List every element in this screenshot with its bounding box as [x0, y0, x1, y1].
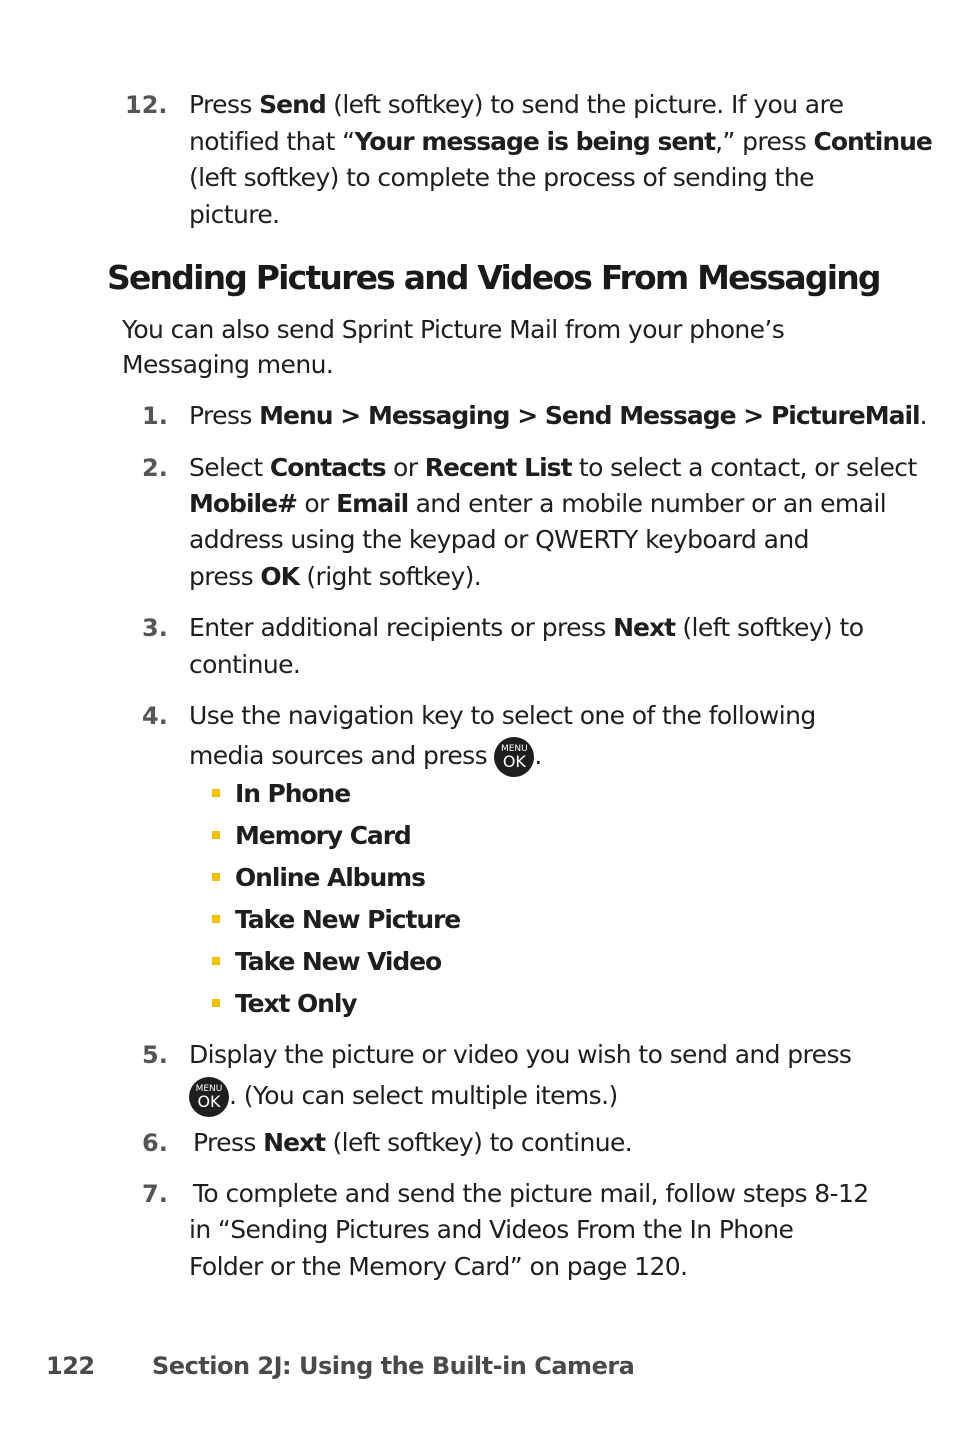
intro-text: Messaging menu.: [122, 350, 334, 379]
step-text: Use the navigation key to select one of the following: [189, 701, 816, 730]
step-number: 3.: [142, 614, 168, 642]
bold-term: Next: [263, 1128, 326, 1157]
menu-label: MENU: [195, 1084, 223, 1094]
text: (left softkey) to continue.: [325, 1128, 633, 1157]
step-number: 5.: [142, 1041, 168, 1069]
bold-term: Email: [336, 489, 409, 518]
bold-term: Next: [613, 613, 676, 642]
menu-label: MENU: [500, 744, 528, 754]
bold-term: Send: [259, 90, 326, 119]
text: press: [189, 562, 261, 591]
text: (left softkey) to: [675, 613, 864, 642]
text: notified that “: [189, 127, 355, 156]
step-number: 12.: [125, 91, 168, 119]
step-text: address using the keypad or QWERTY keyboard and: [189, 525, 809, 554]
step-number: 7.: [142, 1180, 168, 1208]
step-text: [189, 401, 927, 431]
ok-label: OK: [502, 752, 526, 771]
step-text: Display the picture or video you wish to send and press: [189, 1040, 852, 1069]
page-number: 122: [46, 1352, 95, 1380]
media-source-item: In Phone: [235, 779, 351, 808]
bullet-icon: [212, 957, 220, 965]
step-text: [189, 1077, 618, 1117]
text: Select: [189, 453, 270, 482]
step-text: [189, 613, 863, 643]
media-source-item: Take New Picture: [235, 905, 461, 934]
bullet-icon: [212, 789, 220, 797]
step-text: in “Sending Pictures and Videos From the In Phone: [189, 1215, 794, 1244]
menu-ok-key-icon: [494, 737, 534, 777]
step-number: 6.: [142, 1129, 168, 1157]
text: (left softkey) to send the picture. If you are: [325, 90, 844, 119]
ok-label: OK: [197, 1092, 221, 1111]
step-text: [189, 127, 932, 157]
section-heading: Sending Pictures and Videos From Messaging: [107, 258, 880, 297]
media-source-item: Online Albums: [235, 863, 425, 892]
step-text: [189, 489, 886, 519]
text: (right softkey).: [299, 562, 482, 591]
text: Press: [193, 1128, 264, 1157]
step-text: [189, 453, 917, 483]
text: or: [385, 453, 425, 482]
step-number: 2.: [142, 454, 168, 482]
media-source-item: Text Only: [235, 989, 357, 1018]
step-text: [193, 1128, 632, 1158]
step-text: To complete and send the picture mail, follow steps 8-12: [193, 1179, 869, 1208]
step-number: 1.: [142, 402, 168, 430]
text: .: [919, 401, 927, 430]
step-text: [189, 737, 542, 777]
step-text: (left softkey) to complete the process of sending the: [189, 163, 814, 192]
bullet-icon: [212, 999, 220, 1007]
step-text: [189, 562, 481, 592]
media-source-item: Take New Video: [235, 947, 442, 976]
bold-term: OK: [260, 562, 300, 591]
text: Enter additional recipients or press: [189, 613, 614, 642]
text: Press: [189, 401, 260, 430]
text: . (You can select multiple items.): [229, 1081, 618, 1110]
menu-ok-key-icon: [189, 1077, 229, 1117]
bold-term: Continue: [813, 127, 932, 156]
bullet-icon: [212, 873, 220, 881]
bold-term: Recent List: [424, 453, 572, 482]
bold-term: Your message is being sent: [354, 127, 716, 156]
bullet-icon: [212, 831, 220, 839]
text: and enter a mobile number or an email: [408, 489, 887, 518]
step-number: 4.: [142, 702, 168, 730]
text: to select a contact, or select: [571, 453, 917, 482]
step-text: picture.: [189, 200, 280, 229]
text: ,” press: [715, 127, 814, 156]
bullet-icon: [212, 915, 220, 923]
section-title: Section 2J: Using the Built-in Camera: [152, 1352, 635, 1380]
text: Press: [189, 90, 260, 119]
text: .: [534, 741, 542, 770]
text: media sources and press: [189, 741, 495, 770]
bold-term: Contacts: [269, 453, 386, 482]
bold-term: Menu > Messaging > Send Message > PictureMail: [259, 401, 920, 430]
bold-term: Mobile#: [189, 489, 297, 518]
step-text: [189, 90, 843, 120]
step-text: continue.: [189, 650, 301, 679]
media-source-item: Memory Card: [235, 821, 411, 850]
intro-text: You can also send Sprint Picture Mail from your phone’s: [122, 315, 785, 344]
text: or: [297, 489, 337, 518]
step-text: Folder or the Memory Card” on page 120.: [189, 1252, 688, 1281]
